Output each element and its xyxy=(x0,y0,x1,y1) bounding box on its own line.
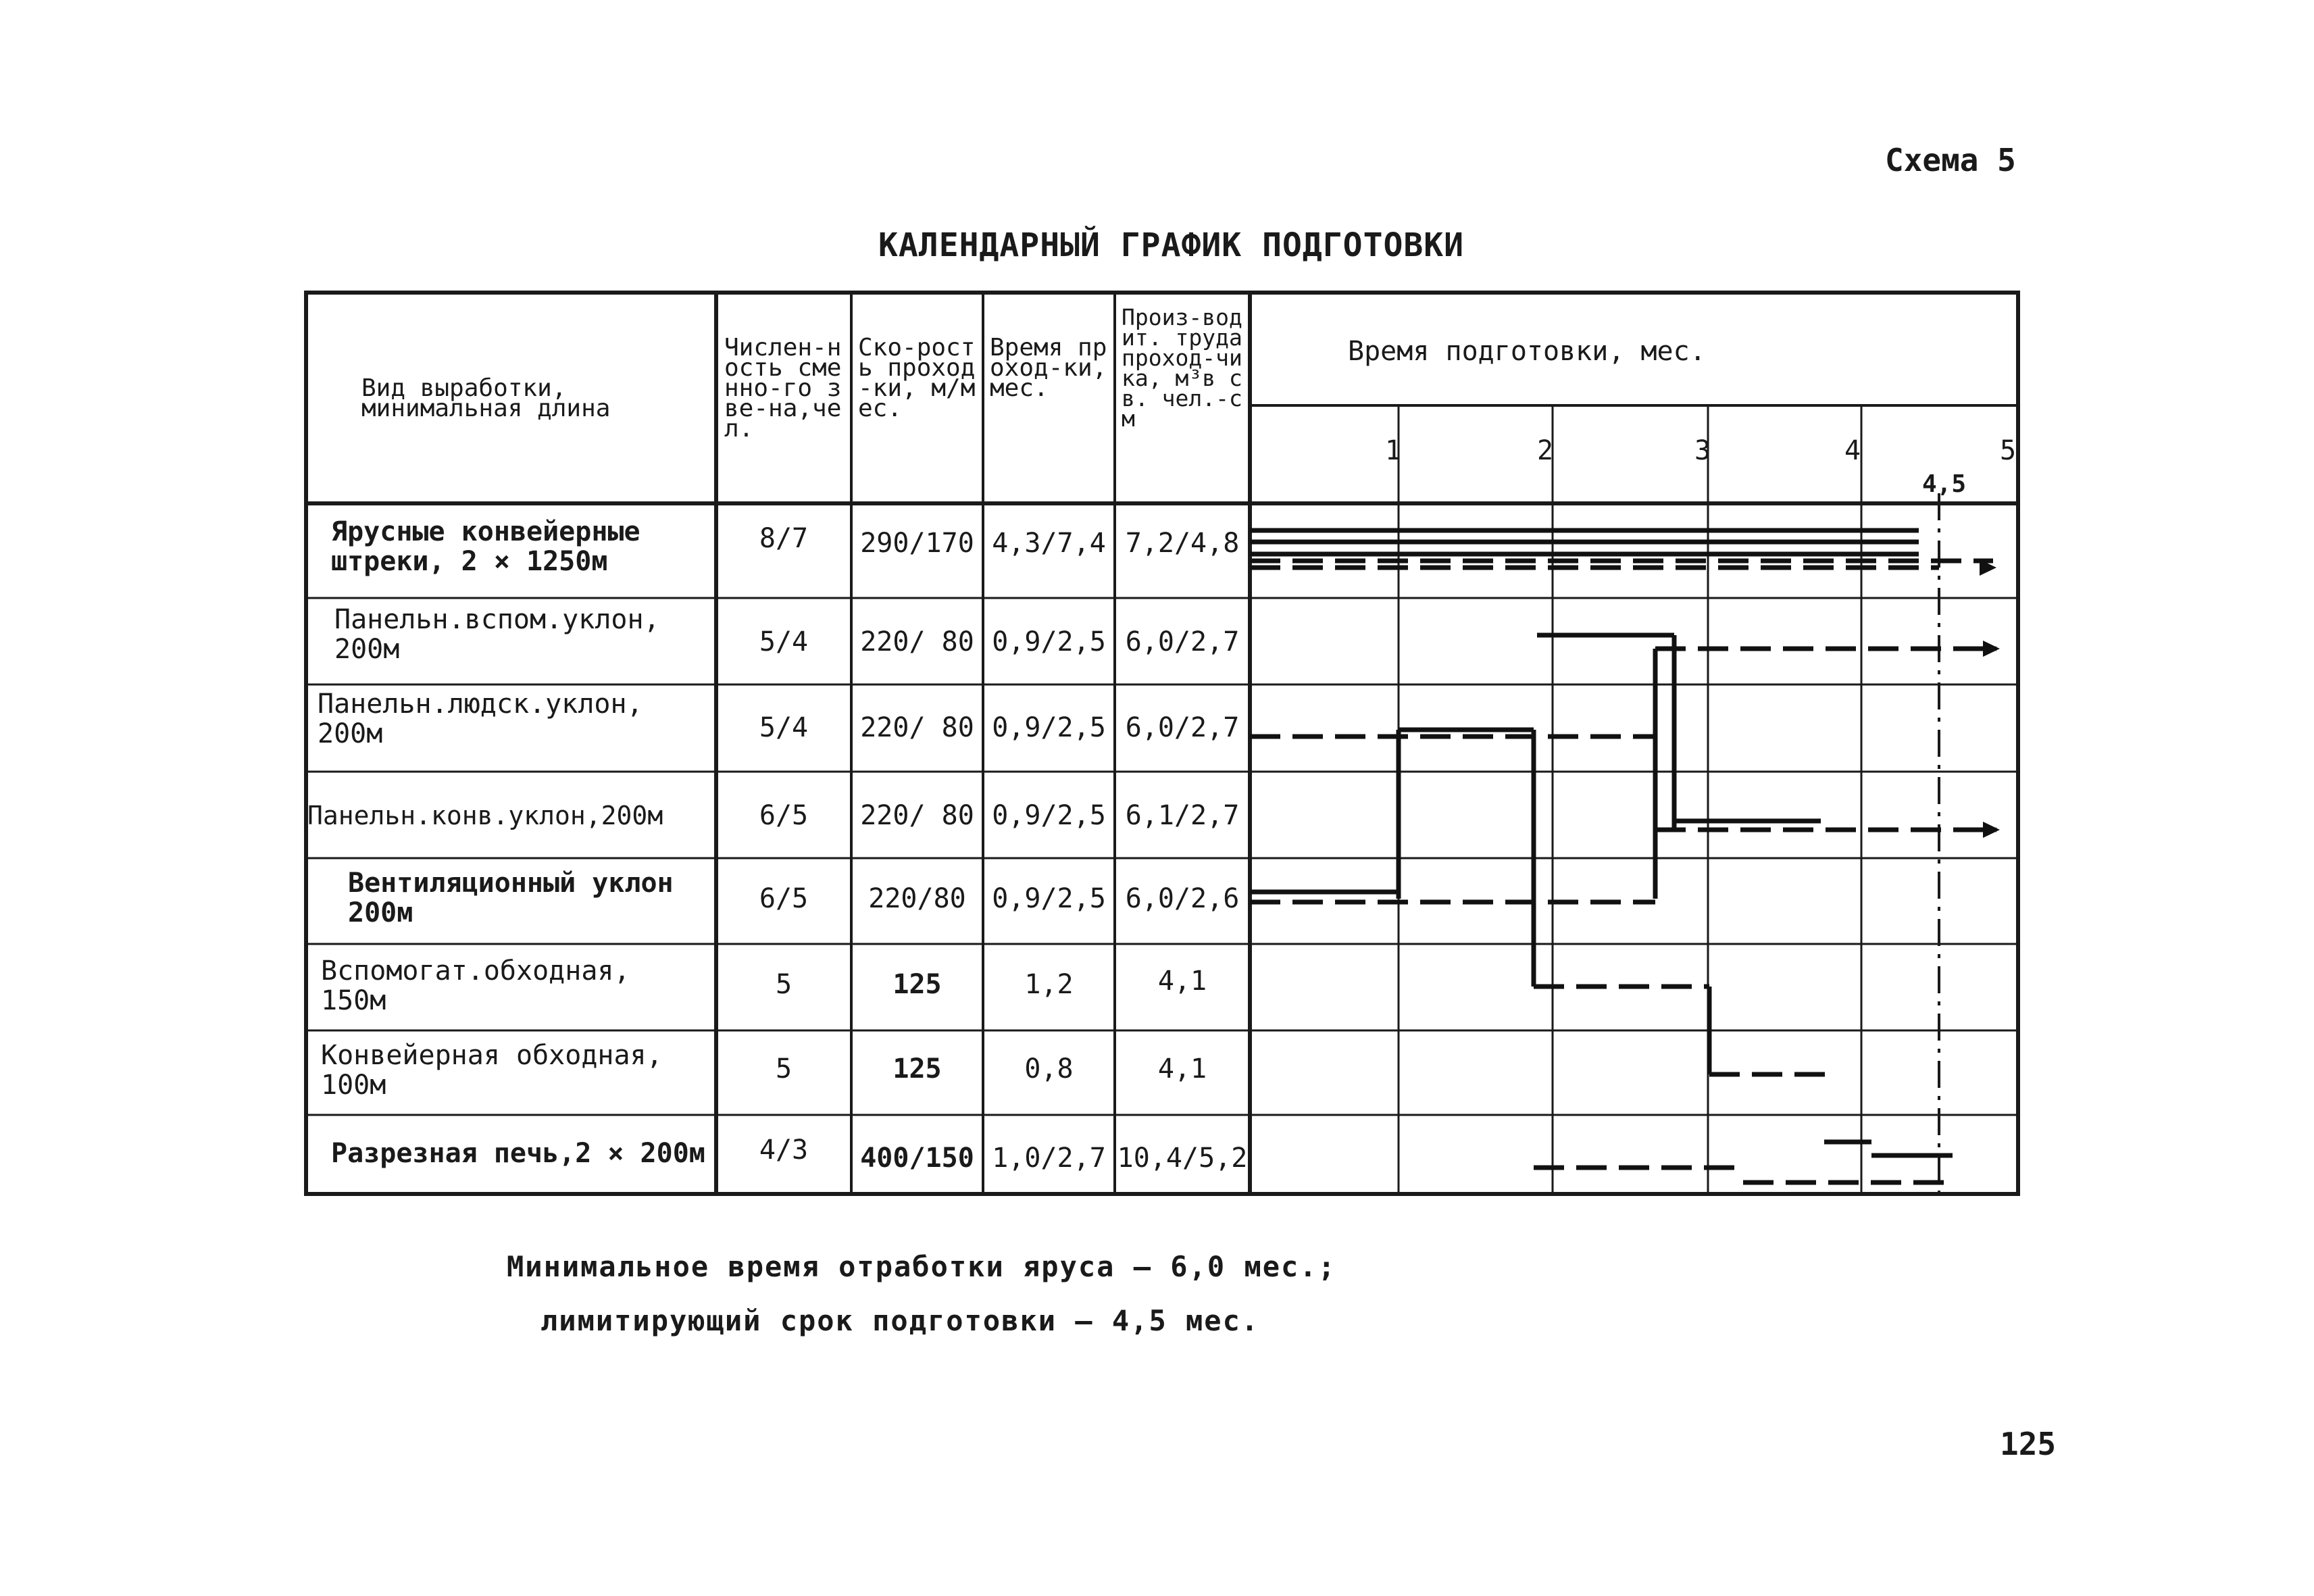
arrow-row2 xyxy=(1983,641,2000,657)
schedule-table xyxy=(304,291,2020,1196)
arrow-row4 xyxy=(1983,822,2000,838)
row-4-speed: 220/ 80 xyxy=(860,800,974,831)
row-2-time: 0,9/2,5 xyxy=(992,626,1106,657)
row-5-name: Вентиляционный уклон 200м xyxy=(348,868,674,928)
row-6-productivity: 4,1 xyxy=(1157,966,1207,997)
row-5-time: 0,9/2,5 xyxy=(992,883,1106,914)
row-3-name: Панельн.людск.уклон, 200м xyxy=(318,689,643,749)
row-2-productivity: 6,0/2,7 xyxy=(1125,626,1240,657)
row-6-crew: 5 xyxy=(775,969,793,1000)
month-tick-3: 3 xyxy=(1694,435,1711,466)
row-5-speed: 220/80 xyxy=(868,883,966,914)
month-tick-5: 5 xyxy=(2000,435,2017,466)
row-5-crew: 6/5 xyxy=(759,883,809,914)
row-4-time: 0,9/2,5 xyxy=(992,800,1106,831)
row-2-speed: 220/ 80 xyxy=(860,626,974,657)
col-header-speed: Ско-рость проход-ки, м/мес. xyxy=(858,334,976,422)
row-4-crew: 6/5 xyxy=(759,800,809,831)
col-header-crew: Числен-ность сменно-го зве-на,чел. xyxy=(724,334,842,443)
month-tick-1: 1 xyxy=(1385,435,1402,466)
month-tick-2: 2 xyxy=(1537,435,1554,466)
row-3-productivity: 6,0/2,7 xyxy=(1125,712,1240,743)
row-7-productivity: 4,1 xyxy=(1157,1053,1207,1084)
row-7-name: Конвейерная обходная, 100м xyxy=(321,1040,663,1101)
row-4-name: Панельн.конв.уклон,200м xyxy=(307,801,663,830)
row-2-crew: 5/4 xyxy=(759,626,809,657)
document-title: КАЛЕНДАРНЫЙ ГРАФИК ПОДГОТОВКИ xyxy=(878,226,1465,264)
note-min-time: Минимальное время отработки яруса – 6,0 мес.; xyxy=(507,1250,1336,1283)
row-7-crew: 5 xyxy=(775,1053,793,1084)
row-6-name: Вспомогат.обходная, 150м xyxy=(321,955,630,1016)
row-3-speed: 220/ 80 xyxy=(860,712,974,743)
col-header-productivity: Произ-водит. труда проход-чика, м³в св. чел.-см xyxy=(1122,304,1242,432)
row-8-name: Разрезная печь,2 × 200м xyxy=(331,1138,705,1169)
row-7-speed: 125 xyxy=(892,1053,942,1084)
row-1-time: 4,3/7,4 xyxy=(992,528,1106,559)
row-8-time: 1,0/2,7 xyxy=(992,1143,1106,1174)
page-number: 125 xyxy=(2000,1426,2057,1462)
month-tick-4: 4 xyxy=(1844,435,1861,466)
row-1-speed: 290/170 xyxy=(860,528,974,559)
col-header-time: Время проход-ки, мес. xyxy=(990,334,1107,402)
row-3-time: 0,9/2,5 xyxy=(992,712,1106,743)
col-header-timeline: Время подготовки, мес. xyxy=(1348,336,1706,367)
row-8-crew: 4/3 xyxy=(759,1134,809,1166)
row-1-productivity: 7,2/4,8 xyxy=(1125,528,1240,559)
col-header-work-type: Вид выработки, минимальная длина xyxy=(361,374,611,422)
row-6-speed: 125 xyxy=(892,969,942,1000)
arrowheads xyxy=(1980,559,2000,838)
row-1-name: Ярусные конвейерные штреки, 2 × 1250м xyxy=(331,516,640,577)
row-1-crew: 8/7 xyxy=(759,523,809,554)
scheme-label: Схема 5 xyxy=(1885,142,2016,178)
note-limit-time: лимитирующий срок подготовки – 4,5 мес. xyxy=(540,1304,1260,1337)
row-8-speed: 400/150 xyxy=(860,1143,974,1174)
row-2-name: Панельн.вспом.уклон, 200м xyxy=(334,604,660,665)
row-3-crew: 5/4 xyxy=(759,712,809,743)
row-4-productivity: 6,1/2,7 xyxy=(1125,800,1240,831)
gantt-bars xyxy=(1250,530,1996,1182)
row-7-time: 0,8 xyxy=(1024,1053,1074,1084)
row-6-time: 1,2 xyxy=(1024,969,1074,1000)
row-5-productivity: 6,0/2,6 xyxy=(1125,883,1240,914)
limit-mark: 4,5 xyxy=(1922,470,1967,498)
row-8-productivity: 10,4/5,2 xyxy=(1117,1143,1248,1174)
